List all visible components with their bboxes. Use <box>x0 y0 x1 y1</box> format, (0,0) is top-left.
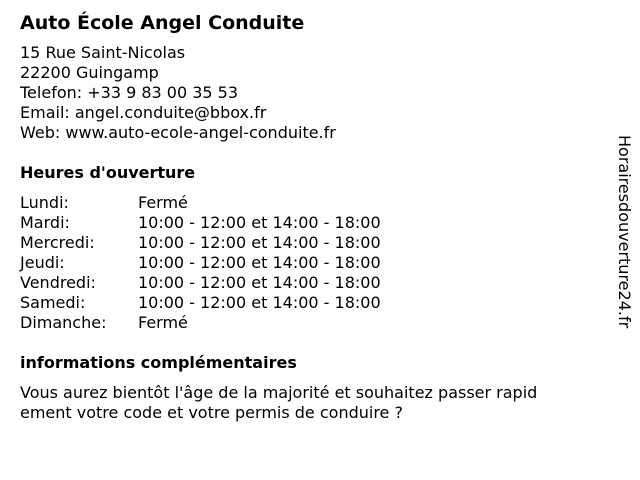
day-hours: 10:00 - 12:00 et 14:00 - 18:00 <box>138 213 381 232</box>
day-hours: 10:00 - 12:00 et 14:00 - 18:00 <box>138 273 381 292</box>
additional-info-heading: informations complémentaires <box>20 353 297 372</box>
day-hours: 10:00 - 12:00 et 14:00 - 18:00 <box>138 253 381 272</box>
opening-hours-table <box>20 193 600 333</box>
day-label: Vendredi: <box>20 273 96 292</box>
hours-row-saturday <box>20 293 600 313</box>
business-name: Auto École Angel Conduite <box>20 12 305 34</box>
day-label: Samedi: <box>20 293 86 312</box>
web-line[interactable]: Web: www.auto-ecole-angel-conduite.fr <box>20 123 336 142</box>
day-label: Lundi: <box>20 193 69 212</box>
phone-line[interactable]: Telefon: +33 9 83 00 35 53 <box>20 83 239 102</box>
address-street: 15 Rue Saint-Nicolas <box>20 43 186 62</box>
additional-info-text <box>20 383 600 423</box>
hours-row-wednesday <box>20 233 600 253</box>
business-card <box>20 12 600 423</box>
day-hours: 10:00 - 12:00 et 14:00 - 18:00 <box>138 233 381 252</box>
opening-hours-heading: Heures d'ouverture <box>20 163 196 182</box>
day-label: Mardi: <box>20 213 70 232</box>
hours-row-friday <box>20 273 600 293</box>
additional-info-line: Vous aurez bientôt l'âge de la majorité et souhaitez passer rapid <box>20 383 538 402</box>
day-hours: Fermé <box>138 313 188 332</box>
day-label: Mercredi: <box>20 233 95 252</box>
hours-row-tuesday <box>20 213 600 233</box>
day-hours: Fermé <box>138 193 188 212</box>
day-label: Dimanche: <box>20 313 107 332</box>
hours-row-sunday <box>20 313 600 333</box>
email-line[interactable]: Email: angel.conduite@bbox.fr <box>20 103 267 122</box>
additional-info-line: ement votre code et votre permis de conduire ? <box>20 403 403 422</box>
address-city: 22200 Guingamp <box>20 63 159 82</box>
site-watermark: Horairesdouverture24.fr <box>615 135 634 329</box>
hours-row-thursday <box>20 253 600 273</box>
hours-row-monday <box>20 193 600 213</box>
day-hours: 10:00 - 12:00 et 14:00 - 18:00 <box>138 293 381 312</box>
day-label: Jeudi: <box>20 253 65 272</box>
